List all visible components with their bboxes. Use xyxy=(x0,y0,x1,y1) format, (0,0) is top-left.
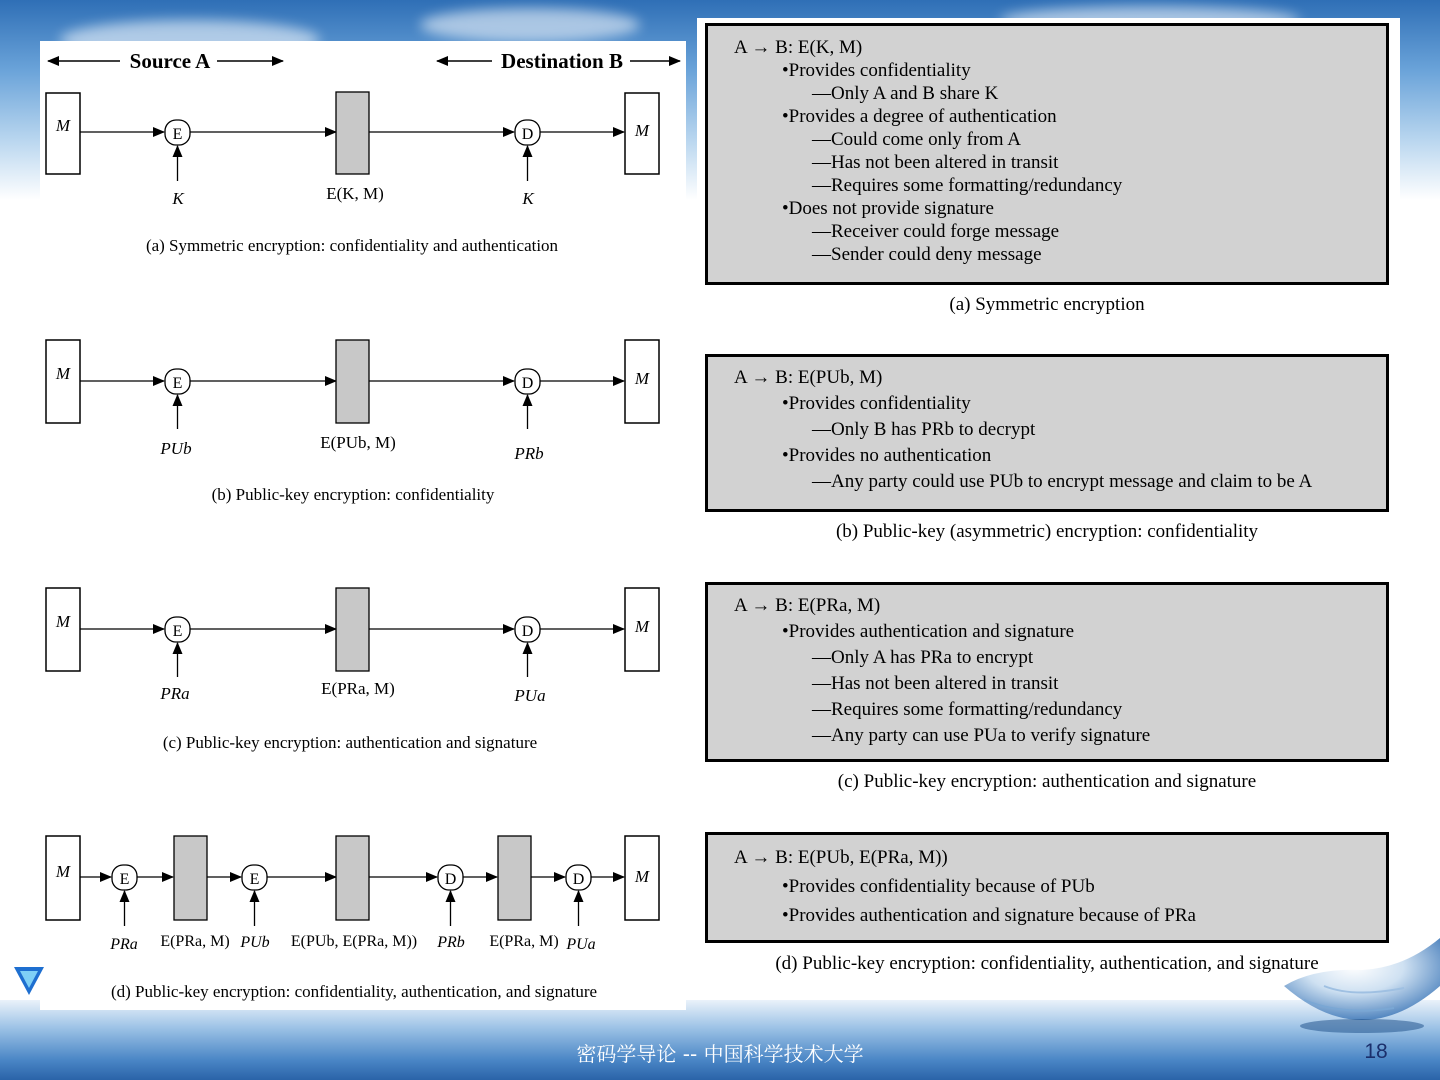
key-label: PRb xyxy=(437,934,465,951)
ciphertext-label: E(PRa, M) xyxy=(321,679,395,698)
sub-line: —Only B has PRb to decrypt xyxy=(812,419,1036,440)
box-header: A → B: E(PUb, M) xyxy=(734,367,883,388)
ciphertext-label: E(PUb, M) xyxy=(320,433,396,452)
page-number: 18 xyxy=(1364,1040,1388,1063)
bullet-line: •Provides confidentiality xyxy=(782,60,971,81)
encrypt-label: E xyxy=(172,623,183,640)
ciphertext-block xyxy=(336,340,369,423)
sub-line: —Could come only from A xyxy=(812,129,1021,150)
ciphertext-label: E(K, M) xyxy=(326,184,384,203)
bullet-line: •Provides no authentication xyxy=(782,445,992,466)
bullet-line: •Provides confidentiality xyxy=(782,393,971,414)
key-label: PUa xyxy=(514,686,546,705)
sub-line: —Has not been altered in transit xyxy=(812,673,1059,694)
key-label: K xyxy=(172,189,184,208)
m-label: M xyxy=(634,867,650,886)
sub-line: —Sender could deny message xyxy=(812,244,1042,265)
diagram-c xyxy=(46,588,659,752)
ciphertext-label: E(PUb, E(PRa, M)) xyxy=(290,933,418,950)
decrypt-label: D xyxy=(572,871,585,888)
m-label: M xyxy=(55,364,71,383)
decrypt-label: D xyxy=(521,126,534,143)
properties-box-d xyxy=(705,832,1389,943)
m-label: M xyxy=(634,369,650,388)
bullet-line: •Provides confidentiality because of PUb xyxy=(782,876,1095,897)
key-label: PUa xyxy=(566,936,596,953)
encrypt-label: E xyxy=(172,375,183,392)
m-label: M xyxy=(55,612,71,631)
sub-line: —Any party could use PUb to encrypt message and claim to be A xyxy=(812,471,1313,492)
sub-line: —Requires some formatting/redundancy xyxy=(812,175,1123,196)
caption-c: (c) Public-key encryption: authentication and signature xyxy=(162,733,538,752)
diagram-a xyxy=(46,92,659,255)
decrypt-label: D xyxy=(521,375,534,392)
properties-box-a xyxy=(705,23,1389,285)
caption-b: (b) Public-key encryption: confidentiality xyxy=(211,485,495,504)
ciphertext-block xyxy=(174,836,207,920)
encrypt-label: E xyxy=(172,126,183,143)
caption-right-a: (a) Symmetric encryption xyxy=(949,294,1145,315)
m-label: M xyxy=(55,862,71,881)
header-arrows xyxy=(48,49,680,73)
properties-box-b xyxy=(705,354,1389,512)
bullet-line: •Provides a degree of authentication xyxy=(782,106,1057,127)
ciphertext-label: E(PRa, M) xyxy=(489,933,559,950)
destination-label: Destination B xyxy=(501,49,623,73)
globe-icon xyxy=(1284,938,1440,1034)
footer-title: 密码学导论 -- 中国科学技术大学 xyxy=(576,1042,864,1066)
ciphertext-label: E(PRa, M) xyxy=(160,933,230,950)
key-label: PRb xyxy=(514,444,544,463)
key-label: PRa xyxy=(160,684,190,703)
sub-line: —Requires some formatting/redundancy xyxy=(812,699,1123,720)
key-label: PUb xyxy=(240,934,270,951)
m-label: M xyxy=(55,116,71,135)
diagram-panel xyxy=(40,41,686,1010)
encrypt-label: E xyxy=(249,871,260,888)
decrypt-label: D xyxy=(444,871,457,888)
bullet-line: •Provides authentication and signature because of PRa xyxy=(782,905,1196,926)
box-header: A → B: E(PRa, M) xyxy=(734,595,881,616)
bullet-line: •Does not provide signature xyxy=(782,198,994,219)
caption-right-d: (d) Public-key encryption: confidentiality, authentication, and signature xyxy=(775,953,1319,974)
ciphertext-block xyxy=(336,92,369,174)
key-label: PRa xyxy=(110,936,138,953)
decrypt-label: D xyxy=(521,623,534,640)
caption-right-c: (c) Public-key encryption: authentication and signature xyxy=(837,771,1257,792)
cloud-decoration xyxy=(420,8,640,42)
caption-d: (d) Public-key encryption: confidentiality, authentication, and signature xyxy=(110,982,598,1001)
ciphertext-block xyxy=(336,836,369,920)
properties-box-c xyxy=(705,582,1389,762)
caption-right-b: (b) Public-key (asymmetric) encryption: confidentiality xyxy=(835,521,1259,542)
box-header: A → B: E(PUb, E(PRa, M)) xyxy=(734,847,948,868)
sub-line: —Only A has PRa to encrypt xyxy=(812,647,1034,668)
sub-line: —Has not been altered in transit xyxy=(812,152,1059,173)
sub-line: —Any party can use PUa to verify signature xyxy=(812,725,1151,746)
box-header: A → B: E(K, M) xyxy=(734,37,863,58)
caption-a: (a) Symmetric encryption: confidentiality and authentication xyxy=(145,236,559,255)
m-label: M xyxy=(634,121,650,140)
sub-line: —Only A and B share K xyxy=(812,83,999,104)
encrypt-label: E xyxy=(119,871,130,888)
key-label: K xyxy=(522,189,534,208)
key-label: PUb xyxy=(160,439,192,458)
m-label: M xyxy=(634,617,650,636)
diagram-b xyxy=(46,340,659,504)
bullet-line: •Provides authentication and signature xyxy=(782,621,1075,642)
ciphertext-block xyxy=(336,588,369,671)
ciphertext-block xyxy=(498,836,531,920)
source-label: Source A xyxy=(129,49,211,73)
sub-line: —Receiver could forge message xyxy=(812,221,1060,242)
encryption-flow-diagrams xyxy=(40,41,686,1010)
triangle-down-icon[interactable] xyxy=(14,967,44,995)
diagram-d xyxy=(46,836,659,1001)
